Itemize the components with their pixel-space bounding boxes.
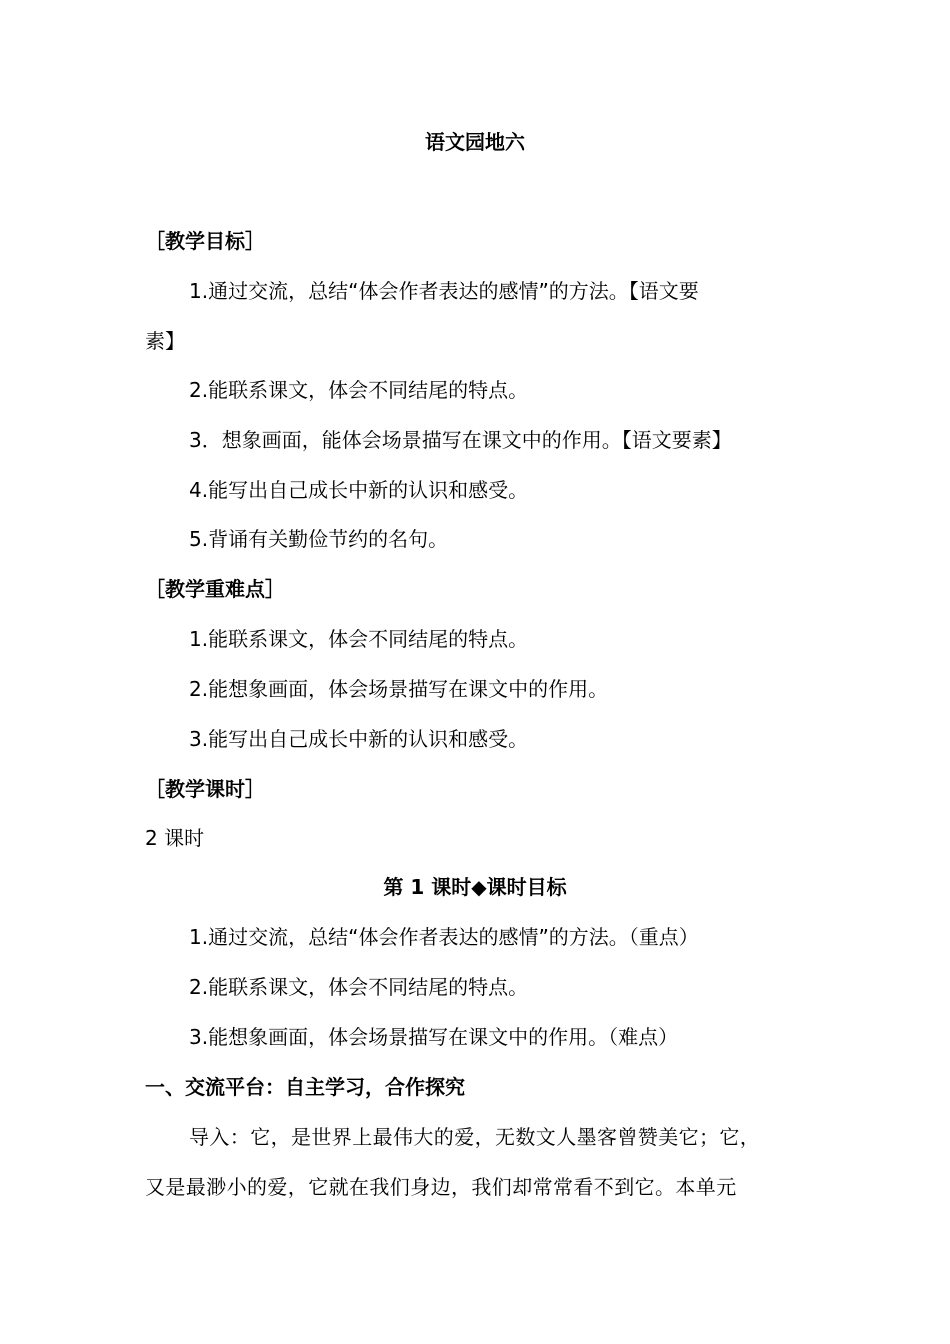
key-points-item-1: 1.能联系课文，体会不同结尾的特点。	[189, 627, 529, 651]
lesson-1-heading: 第 1 课时◆课时目标	[383, 875, 567, 899]
goals-heading: ［教学目标］	[145, 229, 265, 253]
part-1-heading: 一、交流平台：自主学习，合作探究	[145, 1075, 465, 1099]
goals-item-2: 2.能联系课文，体会不同结尾的特点。	[189, 378, 529, 402]
part-1-paragraph-line-2: 又是最渺小的爱，它就在我们身边，我们却常常看不到它。本单元	[145, 1175, 737, 1199]
lesson-1-item-3: 3.能想象画面，体会场景描写在课文中的作用。（难点）	[189, 1025, 679, 1049]
goals-item-1-line-2: 素】	[145, 329, 185, 353]
key-points-heading: ［教学重难点］	[145, 577, 285, 601]
periods-value: 2 课时	[145, 826, 205, 850]
goals-item-3: 3．想象画面，能体会场景描写在课文中的作用。【语文要素】	[189, 428, 732, 452]
goals-item-1-line-1: 1.通过交流，总结“体会作者表达的感情”的方法。【语文要	[189, 279, 699, 303]
lesson-1-item-1: 1.通过交流，总结“体会作者表达的感情”的方法。（重点）	[189, 925, 699, 949]
lesson-1-item-2: 2.能联系课文，体会不同结尾的特点。	[189, 975, 529, 999]
key-points-item-2: 2.能想象画面，体会场景描写在课文中的作用。	[189, 677, 609, 701]
goals-item-4: 4.能写出自己成长中新的认识和感受。	[189, 478, 529, 502]
document-title: 语文园地六	[425, 130, 525, 154]
goals-item-5: 5.背诵有关勤俭节约的名句。	[189, 527, 449, 551]
part-1-paragraph-line-1: 导入：它，是世界上最伟大的爱，无数文人墨客曾赞美它；它，	[189, 1125, 761, 1149]
key-points-item-3: 3.能写出自己成长中新的认识和感受。	[189, 727, 529, 751]
periods-heading: ［教学课时］	[145, 777, 265, 801]
